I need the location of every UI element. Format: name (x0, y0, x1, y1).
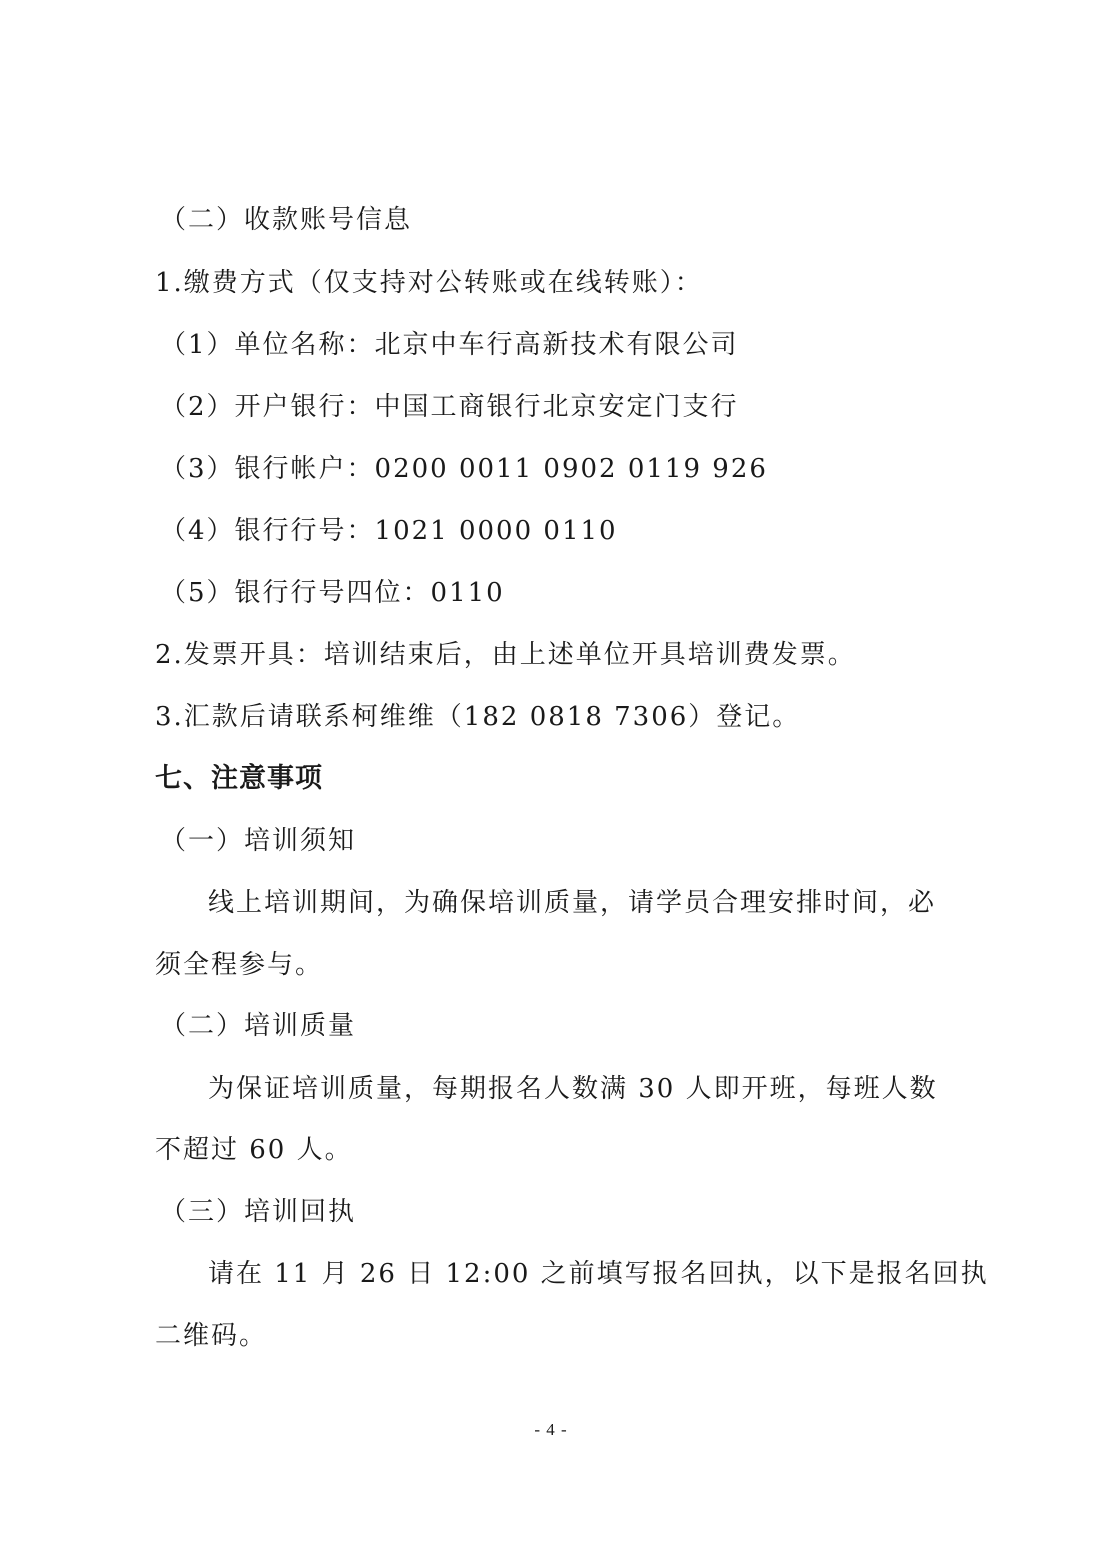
training-receipt-paragraph-line-2: 二维码。 (155, 1321, 268, 1351)
training-notice-paragraph-line-1: 线上培训期间，为确保培训质量，请学员合理安排时间，必 (208, 888, 937, 918)
contact-line: 3.汇款后请联系柯维维（182 0818 7306）登记。 (155, 702, 801, 732)
bank-account-line: （3）银行帐户：0200 0011 0902 0119 926 (160, 454, 768, 484)
subheading-training-quality: （二）培训质量 (160, 1011, 357, 1041)
payment-method-line: 1.缴费方式（仅支持对公转账或在线转账）： (155, 268, 703, 298)
training-notice-paragraph-line-2: 须全程参与。 (155, 950, 324, 980)
invoice-line: 2.发票开具：培训结束后，由上述单位开具培训费发票。 (155, 640, 856, 670)
company-name-line: （1）单位名称：北京中车行高新技术有限公司 (160, 330, 739, 360)
section-heading-notes: 七、注意事项 (155, 763, 323, 794)
subheading-training-receipt: （三）培训回执 (160, 1197, 357, 1227)
page-number: - 4 - (534, 1420, 568, 1439)
training-quality-paragraph-line-2: 不超过 60 人。 (155, 1135, 353, 1165)
bank-code-short-line: （5）银行行号四位：0110 (160, 578, 505, 608)
training-receipt-paragraph-line-1: 请在 11 月 26 日 12:00 之前填写报名回执，以下是报名回执 (208, 1259, 989, 1289)
subheading-training-notice: （一）培训须知 (160, 826, 357, 856)
bank-name-line: （2）开户银行：中国工商银行北京安定门支行 (160, 392, 739, 422)
training-quality-paragraph-line-1: 为保证培训质量，每期报名人数满 30 人即开班，每班人数 (208, 1074, 938, 1104)
section-heading-payment-account: （二）收款账号信息 (160, 205, 413, 235)
bank-code-line: （4）银行行号：1021 0000 0110 (160, 516, 618, 546)
